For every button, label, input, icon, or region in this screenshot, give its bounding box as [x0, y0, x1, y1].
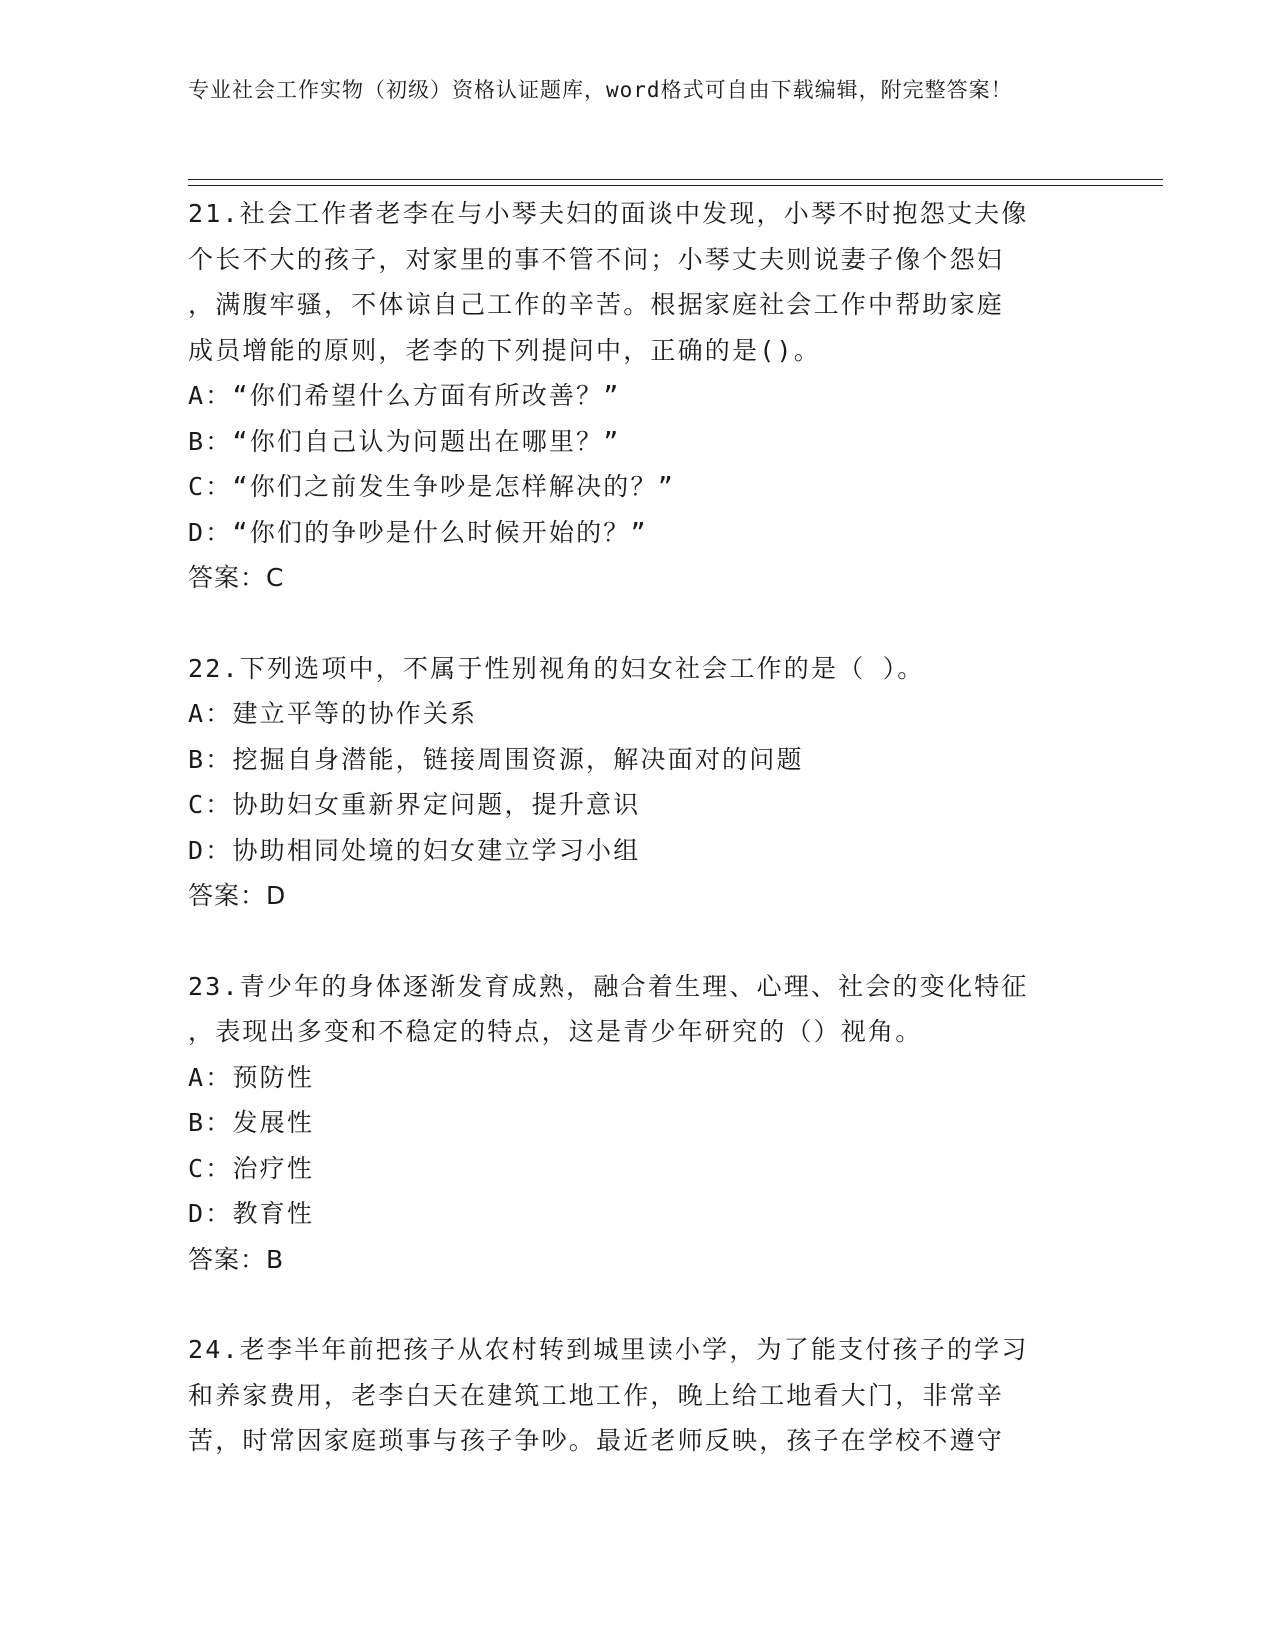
option-d: D：教育性 — [188, 1199, 315, 1228]
header-divider-bottom — [188, 185, 1163, 186]
question-stem-line: 和养家费用，老李白天在建筑工地工作，晚上给工地看大门，非常辛 — [188, 1380, 1005, 1410]
header-divider-top — [188, 179, 1163, 180]
question-stem-line: 22.下列选项中，不属于性别视角的妇女社会工作的是（ ）。 — [188, 653, 925, 683]
question-22 — [188, 646, 1088, 919]
question-stem-line: 23.青少年的身体逐渐发育成熟，融合着生理、心理、社会的变化特征 — [188, 971, 1029, 1001]
question-stem-line: ，表现出多变和不稳定的特点，这是青少年研究的（）视角。 — [188, 1017, 923, 1046]
question-stem-line: 个长不大的孩子，对家里的事不管不问；小琴丈夫则说妻子像个怨妇 — [188, 244, 1005, 274]
question-23 — [188, 964, 1088, 1283]
option-b: B：发展性 — [188, 1108, 315, 1137]
option-b: B：“你们自己认为问题出在哪里？” — [188, 426, 621, 456]
answer-line: 答案：B — [188, 1244, 285, 1274]
option-a: A：“你们希望什么方面有所改善？” — [188, 381, 621, 410]
question-stem-line: 24.老李半年前把孩子从农村转到城里读小学，为了能支付孩子的学习 — [188, 1335, 1029, 1364]
answer-line: 答案：C — [188, 563, 285, 592]
option-a: A：预防性 — [188, 1062, 315, 1092]
option-c: C：治疗性 — [188, 1153, 315, 1183]
option-c: C：“你们之前发生争吵是怎样解决的？” — [188, 472, 675, 501]
question-stem-line: 21.社会工作者老李在与小琴夫妇的面谈中发现，小琴不时抱怨丈夫像 — [188, 199, 1029, 228]
question-24 — [188, 1327, 1088, 1464]
option-d: D：“你们的争吵是什么时候开始的？” — [188, 517, 648, 547]
option-b: B：挖掘自身潜能，链接周围资源，解决面对的问题 — [188, 744, 804, 774]
question-list — [188, 191, 1088, 1509]
option-a: A：建立平等的协作关系 — [188, 699, 478, 728]
option-c: C：协助妇女重新界定问题，提升意识 — [188, 790, 641, 819]
question-stem-line: 苦，时常因家庭琐事与孩子争吵。最近老师反映，孩子在学校不遵守 — [188, 1426, 1005, 1455]
question-stem-line: 成员增能的原则，老李的下列提问中，正确的是()。 — [188, 335, 821, 365]
option-d: D：协助相同处境的妇女建立学习小组 — [188, 835, 641, 865]
question-21 — [188, 191, 1088, 601]
page-header: 专业社会工作实物（初级）资格认证题库，word格式可自由下载编辑，附完整答案！ — [188, 78, 1013, 102]
question-stem-line: ，满腹牢骚，不体谅自己工作的辛苦。根据家庭社会工作中帮助家庭 — [188, 290, 1005, 319]
answer-line: 答案：D — [188, 881, 287, 910]
